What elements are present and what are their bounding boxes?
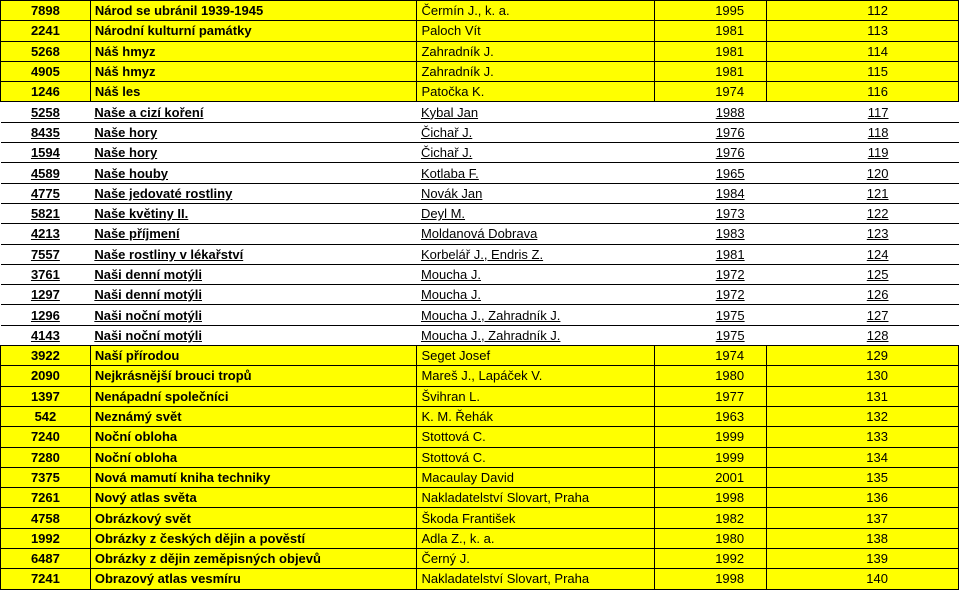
- table-row[interactable]: [1, 346, 959, 366]
- cell-author[interactable]: Moldanová Dobrava: [417, 224, 654, 244]
- cell-id[interactable]: 7241: [1, 569, 91, 589]
- cell-id[interactable]: 2090: [1, 366, 91, 386]
- table-row[interactable]: [1, 102, 959, 122]
- cell-author[interactable]: Čichař J.: [417, 143, 654, 163]
- cell-year[interactable]: 1975: [654, 305, 766, 325]
- cell-year[interactable]: 1973: [654, 203, 766, 223]
- table-row[interactable]: [1, 143, 959, 163]
- cell-title[interactable]: Obrázky z českých dějin a pověstí: [90, 528, 417, 548]
- cell-author[interactable]: Paloch Vít: [417, 21, 654, 41]
- cell-id[interactable]: 7240: [1, 427, 91, 447]
- cell-id[interactable]: 8435: [1, 122, 91, 142]
- cell-year[interactable]: 1992: [654, 549, 766, 569]
- table-row[interactable]: [1, 122, 959, 142]
- table-row[interactable]: [1, 285, 959, 305]
- cell-id[interactable]: 7261: [1, 488, 91, 508]
- cell-number[interactable]: 137: [767, 508, 959, 528]
- table-row[interactable]: [1, 163, 959, 183]
- cell-id[interactable]: 5821: [1, 203, 91, 223]
- cell-author[interactable]: Stottová C.: [417, 427, 654, 447]
- cell-author[interactable]: Adla Z., k. a.: [417, 528, 654, 548]
- cell-author[interactable]: Korbelář J., Endris Z.: [417, 244, 654, 264]
- cell-year[interactable]: 1988: [654, 102, 766, 122]
- cell-number[interactable]: 113: [767, 21, 959, 41]
- cell-title[interactable]: Obrázkový svět: [90, 508, 417, 528]
- cell-title[interactable]: Nová mamutí kniha techniky: [90, 467, 417, 487]
- cell-year[interactable]: 1976: [654, 122, 766, 142]
- cell-id[interactable]: 2241: [1, 21, 91, 41]
- cell-author[interactable]: Moucha J.: [417, 264, 654, 284]
- table-row[interactable]: [1, 528, 959, 548]
- cell-author[interactable]: Čermín J., k. a.: [417, 1, 654, 21]
- cell-title[interactable]: Obrazový atlas vesmíru: [90, 569, 417, 589]
- cell-id[interactable]: 7375: [1, 467, 91, 487]
- cell-title[interactable]: Naše jedovaté rostliny: [90, 183, 417, 203]
- cell-year[interactable]: 1998: [654, 488, 766, 508]
- cell-title[interactable]: Národní kulturní památky: [90, 21, 417, 41]
- cell-author[interactable]: Patočka K.: [417, 82, 654, 102]
- table-row[interactable]: [1, 1, 959, 21]
- cell-title[interactable]: Naši denní motýli: [90, 285, 417, 305]
- cell-number[interactable]: 114: [767, 41, 959, 61]
- cell-number[interactable]: 120: [767, 163, 959, 183]
- table-row[interactable]: [1, 325, 959, 345]
- cell-number[interactable]: 124: [767, 244, 959, 264]
- cell-id[interactable]: 7280: [1, 447, 91, 467]
- cell-id[interactable]: 4213: [1, 224, 91, 244]
- cell-author[interactable]: Stottová C.: [417, 447, 654, 467]
- cell-year[interactable]: 2001: [654, 467, 766, 487]
- cell-author[interactable]: Zahradník J.: [417, 41, 654, 61]
- cell-author[interactable]: Moucha J., Zahradník J.: [417, 325, 654, 345]
- cell-year[interactable]: 1963: [654, 406, 766, 426]
- cell-id[interactable]: 4143: [1, 325, 91, 345]
- table-row[interactable]: [1, 203, 959, 223]
- table-row[interactable]: [1, 264, 959, 284]
- cell-author[interactable]: Nakladatelství Slovart, Praha: [417, 488, 654, 508]
- cell-id[interactable]: 1246: [1, 82, 91, 102]
- table-row[interactable]: [1, 366, 959, 386]
- cell-number[interactable]: 122: [767, 203, 959, 223]
- cell-number[interactable]: 134: [767, 447, 959, 467]
- cell-title[interactable]: Naše houby: [90, 163, 417, 183]
- cell-id[interactable]: 4758: [1, 508, 91, 528]
- cell-id[interactable]: 4589: [1, 163, 91, 183]
- cell-title[interactable]: Naše květiny II.: [90, 203, 417, 223]
- cell-author[interactable]: Kotlaba F.: [417, 163, 654, 183]
- cell-number[interactable]: 126: [767, 285, 959, 305]
- table-row[interactable]: [1, 41, 959, 61]
- cell-year[interactable]: 1981: [654, 244, 766, 264]
- cell-author[interactable]: Mareš J., Lapáček V.: [417, 366, 654, 386]
- cell-id[interactable]: 3761: [1, 264, 91, 284]
- table-row[interactable]: [1, 406, 959, 426]
- cell-title[interactable]: Naší přírodou: [90, 346, 417, 366]
- table-row[interactable]: [1, 224, 959, 244]
- cell-number[interactable]: 129: [767, 346, 959, 366]
- cell-title[interactable]: Nejkrásnější brouci tropů: [90, 366, 417, 386]
- cell-id[interactable]: 3922: [1, 346, 91, 366]
- cell-title[interactable]: Naši noční motýli: [90, 305, 417, 325]
- cell-year[interactable]: 1975: [654, 325, 766, 345]
- cell-number[interactable]: 121: [767, 183, 959, 203]
- cell-author[interactable]: K. M. Řehák: [417, 406, 654, 426]
- cell-title[interactable]: Naše hory: [90, 143, 417, 163]
- table-row[interactable]: [1, 82, 959, 102]
- cell-title[interactable]: Národ se ubránil 1939-1945: [90, 1, 417, 21]
- cell-number[interactable]: 138: [767, 528, 959, 548]
- cell-number[interactable]: 130: [767, 366, 959, 386]
- cell-year[interactable]: 1972: [654, 264, 766, 284]
- table-row[interactable]: [1, 569, 959, 589]
- cell-year[interactable]: 1974: [654, 346, 766, 366]
- cell-author[interactable]: Švihran L.: [417, 386, 654, 406]
- cell-year[interactable]: 1984: [654, 183, 766, 203]
- cell-title[interactable]: Náš hmyz: [90, 41, 417, 61]
- cell-id[interactable]: 1296: [1, 305, 91, 325]
- table-row[interactable]: [1, 244, 959, 264]
- cell-title[interactable]: Nový atlas světa: [90, 488, 417, 508]
- cell-number[interactable]: 119: [767, 143, 959, 163]
- table-row[interactable]: [1, 305, 959, 325]
- cell-author[interactable]: Macaulay David: [417, 467, 654, 487]
- cell-title[interactable]: Naše rostliny v lékařství: [90, 244, 417, 264]
- cell-id[interactable]: 4905: [1, 61, 91, 81]
- cell-title[interactable]: Naše hory: [90, 122, 417, 142]
- cell-title[interactable]: Naši noční motýli: [90, 325, 417, 345]
- book-list-body: [1, 1, 959, 590]
- cell-year[interactable]: 1980: [654, 366, 766, 386]
- cell-number[interactable]: 112: [767, 1, 959, 21]
- cell-number[interactable]: 123: [767, 224, 959, 244]
- cell-year[interactable]: 1995: [654, 1, 766, 21]
- cell-author[interactable]: Nakladatelství Slovart, Praha: [417, 569, 654, 589]
- cell-year[interactable]: 1977: [654, 386, 766, 406]
- cell-author[interactable]: Moucha J., Zahradník J.: [417, 305, 654, 325]
- cell-year[interactable]: 1999: [654, 427, 766, 447]
- cell-number[interactable]: 136: [767, 488, 959, 508]
- cell-id[interactable]: 542: [1, 406, 91, 426]
- cell-author[interactable]: Zahradník J.: [417, 61, 654, 81]
- cell-number[interactable]: 117: [767, 102, 959, 122]
- cell-number[interactable]: 128: [767, 325, 959, 345]
- cell-year[interactable]: 1981: [654, 61, 766, 81]
- table-row[interactable]: [1, 467, 959, 487]
- cell-number[interactable]: 131: [767, 386, 959, 406]
- table-row[interactable]: [1, 61, 959, 81]
- cell-year[interactable]: 1965: [654, 163, 766, 183]
- cell-id[interactable]: 5258: [1, 102, 91, 122]
- cell-author[interactable]: Kybal Jan: [417, 102, 654, 122]
- cell-title[interactable]: Nenápadní společníci: [90, 386, 417, 406]
- cell-number[interactable]: 116: [767, 82, 959, 102]
- cell-number[interactable]: 135: [767, 467, 959, 487]
- table-row[interactable]: [1, 427, 959, 447]
- cell-year[interactable]: 1974: [654, 82, 766, 102]
- cell-number[interactable]: 139: [767, 549, 959, 569]
- cell-number[interactable]: 140: [767, 569, 959, 589]
- table-row[interactable]: [1, 447, 959, 467]
- cell-id[interactable]: 1397: [1, 386, 91, 406]
- cell-title[interactable]: Náš les: [90, 82, 417, 102]
- cell-id[interactable]: 5268: [1, 41, 91, 61]
- cell-title[interactable]: Náš hmyz: [90, 61, 417, 81]
- cell-year[interactable]: 1982: [654, 508, 766, 528]
- cell-title[interactable]: Obrázky z dějin zeměpisných objevů: [90, 549, 417, 569]
- cell-number[interactable]: 132: [767, 406, 959, 426]
- cell-title[interactable]: Naši denní motýli: [90, 264, 417, 284]
- cell-id[interactable]: 6487: [1, 549, 91, 569]
- cell-title[interactable]: Noční obloha: [90, 447, 417, 467]
- cell-author[interactable]: Černý J.: [417, 549, 654, 569]
- cell-id[interactable]: 7898: [1, 1, 91, 21]
- cell-title[interactable]: Naše příjmení: [90, 224, 417, 244]
- cell-number[interactable]: 133: [767, 427, 959, 447]
- cell-number[interactable]: 127: [767, 305, 959, 325]
- cell-year[interactable]: 1976: [654, 143, 766, 163]
- cell-year[interactable]: 1998: [654, 569, 766, 589]
- cell-year[interactable]: 1981: [654, 41, 766, 61]
- cell-author[interactable]: Seget Josef: [417, 346, 654, 366]
- cell-author[interactable]: Čichař J.: [417, 122, 654, 142]
- table-row[interactable]: [1, 183, 959, 203]
- cell-title[interactable]: Neznámý svět: [90, 406, 417, 426]
- cell-id[interactable]: 1297: [1, 285, 91, 305]
- cell-number[interactable]: 118: [767, 122, 959, 142]
- table-row[interactable]: [1, 386, 959, 406]
- cell-id[interactable]: 1992: [1, 528, 91, 548]
- cell-year[interactable]: 1972: [654, 285, 766, 305]
- cell-author[interactable]: Deyl M.: [417, 203, 654, 223]
- cell-author[interactable]: Moucha J.: [417, 285, 654, 305]
- cell-author[interactable]: Škoda František: [417, 508, 654, 528]
- cell-id[interactable]: 7557: [1, 244, 91, 264]
- cell-title[interactable]: Noční obloha: [90, 427, 417, 447]
- table-row[interactable]: [1, 549, 959, 569]
- cell-author[interactable]: Novák Jan: [417, 183, 654, 203]
- cell-title[interactable]: Naše a cizí koření: [90, 102, 417, 122]
- cell-year[interactable]: 1981: [654, 21, 766, 41]
- table-row[interactable]: [1, 508, 959, 528]
- cell-number[interactable]: 125: [767, 264, 959, 284]
- table-row[interactable]: [1, 21, 959, 41]
- cell-number[interactable]: 115: [767, 61, 959, 81]
- cell-year[interactable]: 1980: [654, 528, 766, 548]
- cell-id[interactable]: 4775: [1, 183, 91, 203]
- cell-year[interactable]: 1999: [654, 447, 766, 467]
- table-row[interactable]: [1, 488, 959, 508]
- cell-year[interactable]: 1983: [654, 224, 766, 244]
- cell-id[interactable]: 1594: [1, 143, 91, 163]
